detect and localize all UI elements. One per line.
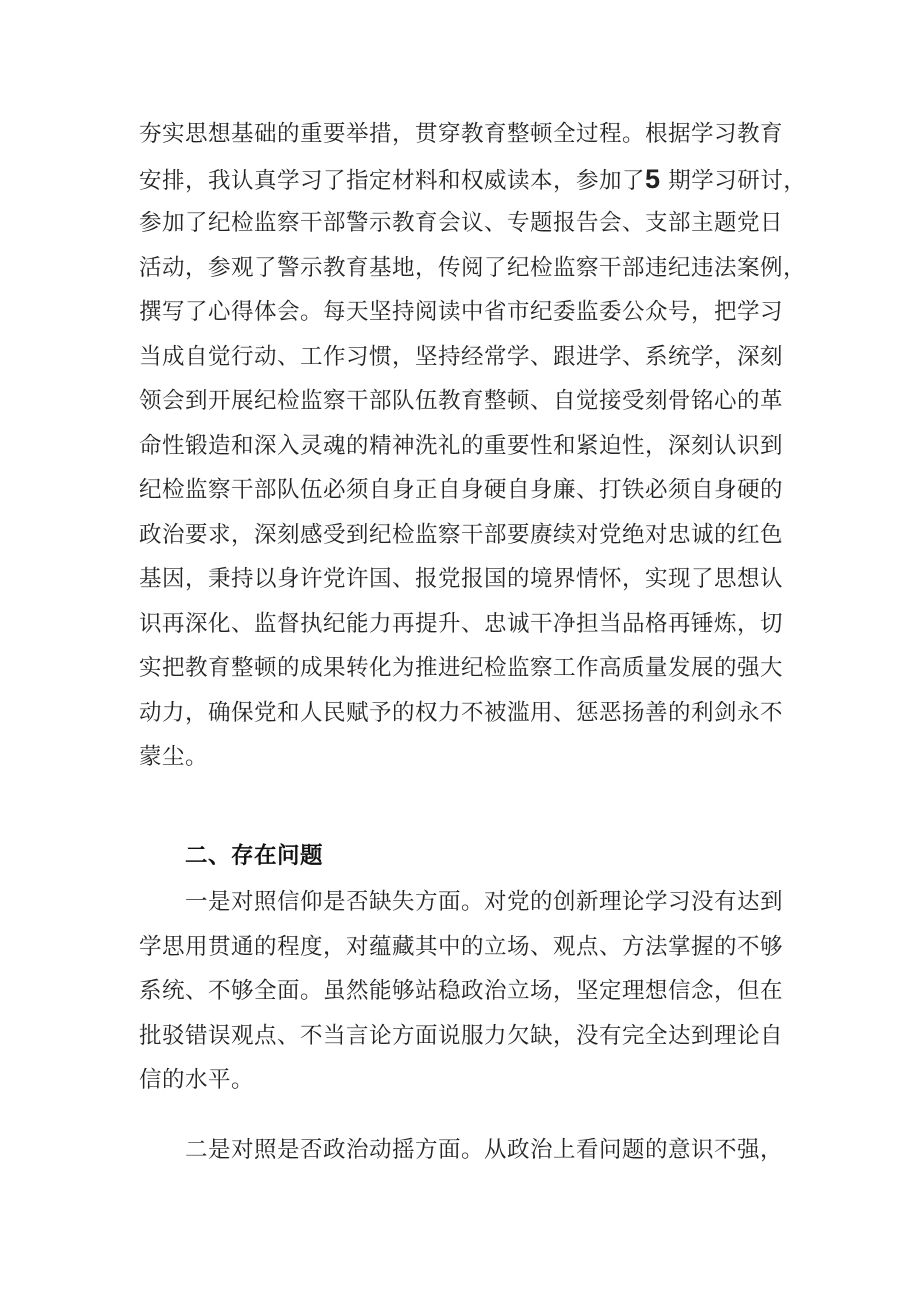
- text-line: 系统、不够全面。虽然能够站稳政治立场，坚定理想信念，但在: [139, 978, 784, 1004]
- text-segment: 安排，我认真学习了指定材料和权威读本，参加了: [139, 167, 646, 194]
- text-line: 撰写了心得体会。每天坚持阅读中省市纪委监委公众号，把学习: [139, 299, 784, 325]
- text-line: 批驳错误观点、不当言论方面说服力欠缺，没有完全达到理论自: [139, 1022, 784, 1049]
- text-line: 信的水平。: [139, 1067, 255, 1093]
- paragraph-faith-issue: [139, 880, 799, 1103]
- text-line: 纪检监察干部队伍必须自身正自身硬自身廉、打铁必须自身硬的: [139, 477, 784, 503]
- text-line: 活动，参观了警示教育基地，传阅了纪检监察干部违纪违法案例，: [139, 254, 807, 281]
- section-heading: 二、存在问题: [185, 843, 324, 869]
- text-line: 领会到开展纪检监察干部队伍教育整顿、自觉接受刻骨铭心的革: [139, 388, 784, 414]
- study-session-count: 5: [645, 163, 661, 194]
- text-line: 基因，秉持以身许党许国、报党报国的境界情怀，实现了思想认: [139, 566, 784, 592]
- text-line: 一是对照信仰是否缺失方面。对党的创新理论学习没有达到: [139, 889, 784, 915]
- text-line: 识再深化、监督执纪能力再提升、忠诚干净担当品格再锤炼，切: [139, 610, 784, 637]
- text-line: 二是对照是否政治动摇方面。从政治上看问题的意识不强，: [139, 1137, 784, 1163]
- text-line: [139, 157, 807, 202]
- text-line: 夯实思想基础的重要举措，贯穿教育整顿全过程。根据学习教育: [139, 121, 784, 147]
- text-line: 政治要求，深刻感受到纪检监察干部要赓续对党绝对忠诚的红色: [139, 521, 784, 548]
- text-line: 当成自觉行动、工作习惯，坚持经常学、跟进学、系统学，深刻: [139, 343, 784, 370]
- text-line: 命性锻造和深入灵魂的精神洗礼的重要性和紧迫性，深刻认识到: [139, 432, 784, 459]
- paragraph-political-issue: [139, 1128, 799, 1173]
- text-line: 参加了纪检监察干部警示教育会议、专题报告会、支部主题党日: [139, 210, 784, 236]
- paragraph-study-education: [139, 112, 807, 780]
- text-line: 实把教育整顿的成果转化为推进纪检监察工作高质量发展的强大: [139, 655, 784, 681]
- text-segment: 期学习研讨，: [660, 167, 807, 194]
- text-line: 蒙尘。: [139, 744, 209, 770]
- text-line: 学思用贯通的程度，对蕴藏其中的立场、观点、方法掌握的不够: [139, 933, 784, 960]
- text-line: 动力，确保党和人民赋予的权力不被滥用、惩恶扬善的利剑永不: [139, 699, 784, 726]
